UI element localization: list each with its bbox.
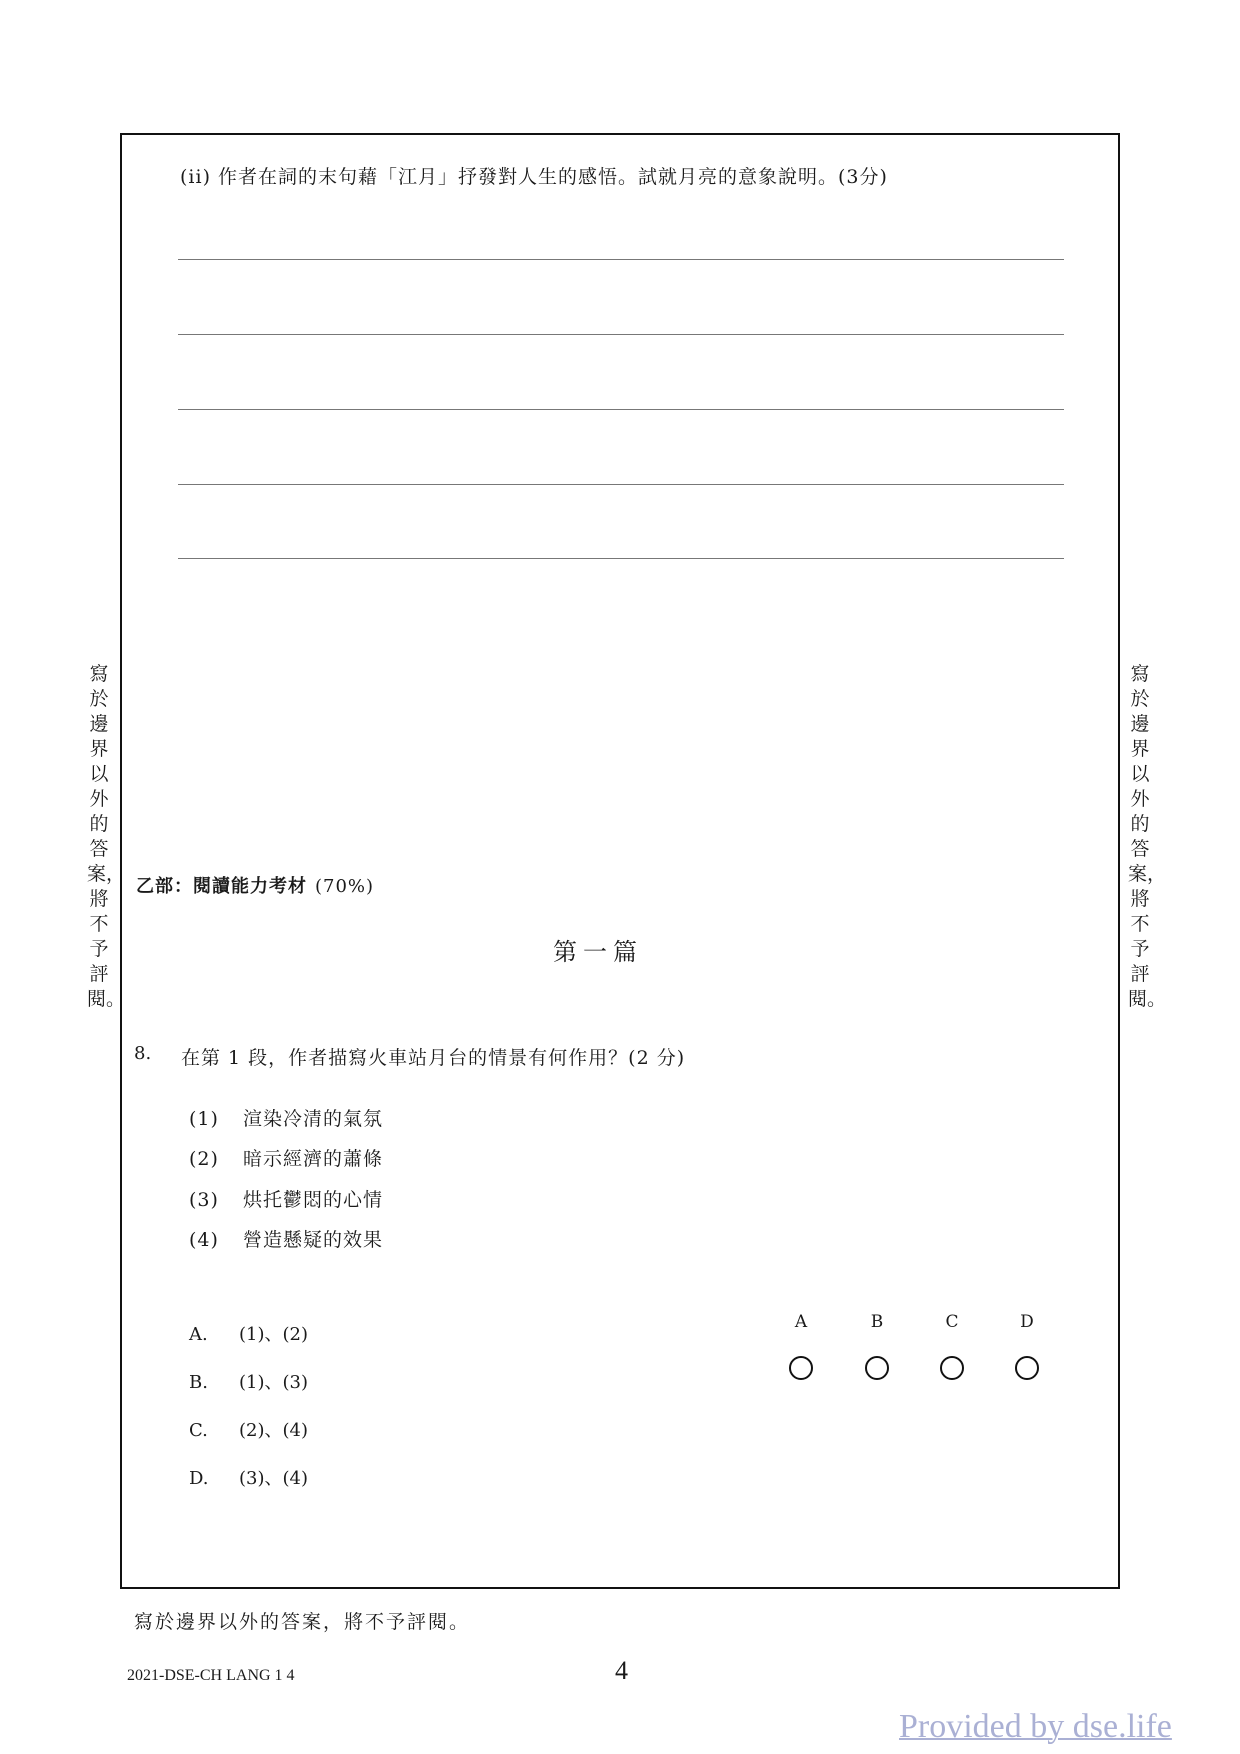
bubble-label: B <box>870 1312 884 1332</box>
choice-text: (3)、(4) <box>239 1468 308 1489</box>
answer-bubble-c[interactable] <box>940 1356 964 1380</box>
answer-line[interactable] <box>178 259 1064 260</box>
statement-item <box>189 1185 383 1212</box>
statement-number: (2) <box>189 1148 219 1170</box>
choice-item <box>189 1464 308 1490</box>
bubble-label: D <box>1020 1312 1034 1332</box>
bubble-label: C <box>945 1312 959 1332</box>
choice-letter: B. <box>189 1372 208 1393</box>
bubble-label: A <box>794 1312 808 1332</box>
choice-text: (1)、(2) <box>239 1324 308 1345</box>
question-ii-text: (ii) 作者在詞的末句藉「江月」抒發對人生的感悟。試就月亮的意象說明。(3分) <box>180 166 888 188</box>
section-percentage: (70%) <box>315 876 375 897</box>
statement-text: 營造懸疑的效果 <box>243 1229 384 1251</box>
statement-text: 暗示經濟的蕭條 <box>243 1148 384 1170</box>
left-margin-warning: 寫於邊界以外的答案，將不予評閱。 <box>87 663 126 1010</box>
answer-line[interactable] <box>178 558 1064 559</box>
page-number: 4 <box>615 1656 628 1685</box>
statement-item <box>189 1225 383 1252</box>
statement-text: 烘托鬱悶的心情 <box>243 1189 384 1211</box>
statement-number: (3) <box>189 1189 219 1211</box>
statement-item <box>189 1104 383 1131</box>
choice-letter: D. <box>189 1468 209 1489</box>
choice-text: (1)、(3) <box>239 1372 308 1393</box>
answer-bubble-b[interactable] <box>865 1356 889 1380</box>
answer-option-b <box>857 1312 897 1380</box>
question-8-number: 8. <box>134 1043 152 1064</box>
choice-item <box>189 1368 308 1394</box>
provided-by-link[interactable]: Provided by dse.life <box>899 1708 1172 1745</box>
choice-item <box>189 1416 308 1442</box>
statement-number: (4) <box>189 1229 219 1251</box>
answer-line[interactable] <box>178 409 1064 410</box>
choice-item <box>189 1320 308 1346</box>
paper-code: 2021-DSE-CH LANG 1 4 <box>127 1667 295 1684</box>
statement-item <box>189 1144 383 1171</box>
answer-line[interactable] <box>178 334 1064 335</box>
right-margin-warning: 寫於邊界以外的答案，將不予評閱。 <box>1128 663 1167 1010</box>
choice-letter: C. <box>189 1420 208 1441</box>
statement-number: (1) <box>189 1108 219 1130</box>
section-heading <box>136 872 374 898</box>
passage-title: 第一篇 <box>553 938 643 966</box>
answer-line[interactable] <box>178 484 1064 485</box>
question-8-text: 在第 1 段，作者描寫火車站月台的情景有何作用？(2 分) <box>181 1047 686 1069</box>
section-title: 乙部：閱讀能力考材 <box>136 876 307 897</box>
answer-option-a <box>781 1312 821 1380</box>
footer-warning: 寫於邊界以外的答案，將不予評閱。 <box>134 1611 471 1633</box>
choice-letter: A. <box>189 1324 208 1345</box>
answer-option-d <box>1007 1312 1047 1380</box>
statement-text: 渲染冷清的氣氛 <box>243 1108 384 1130</box>
answer-bubble-d[interactable] <box>1015 1356 1039 1380</box>
answer-option-c <box>932 1312 972 1380</box>
choice-text: (2)、(4) <box>239 1420 308 1441</box>
answer-bubble-a[interactable] <box>789 1356 813 1380</box>
